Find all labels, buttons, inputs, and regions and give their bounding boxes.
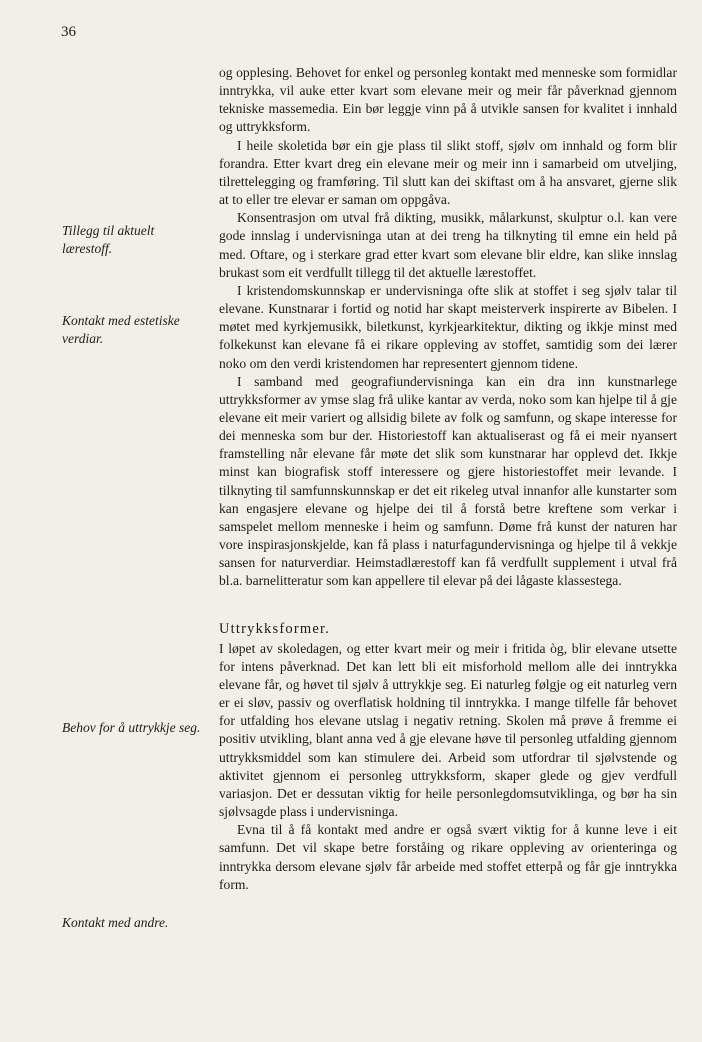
paragraph: I løpet av skoledagen, og etter kvart meir og meir i fritida òg, blir elevane utsette for intens påverknad. Det kan lett bli eit misforhold mellom alle dei inntrykka elevane får, og høvet til sjølv å uttrykkje seg. Ei naturleg følgje og eit naturleg vern er ei sløv, passiv og overflatisk holdning til inntrykka. I mange tilfelle får behovet for utfalding hos elevane utslag i negativ retning. Skolen må prøve å fremme ei positiv utvikling, blant anna ved å gje elevane høve til personleg utfalding gjennom uttrykksmiddel som kan stimulere dei. Arbeid som utfordrar til sjølvstende og aktivitet gjennom ei personleg uttrykksform, skaper glede og gjev verdfull variasjon. Det er dessutan viktig for heile personlegdomsutviklinga, og bør ha sin sjølvsagde plass i undervisninga.	[219, 640, 677, 820]
paragraph: og opplesing. Behovet for enkel og personleg kontakt med menneske som formidlar inntrykka, vil auke etter kvart som elevane meir og meir får påverknad gjennom tekniske massemedia. Ein bør leggje vinn på å utvikle sansen for kvalitet i innhald og uttrykksform.	[219, 65, 677, 135]
paragraph: Konsentrasjon om utval frå dikting, musikk, målarkunst, skulptur o.l. kan vere gode innslag i undervisninga utan at dei treng ha tilknyting til emne ein held på med. Oftare, og i sterkare grad etter kvart som elevane blir eldre, kan slike innslag brukast som eit verdfullt tillegg til det aktuelle lærestoffet.	[219, 210, 677, 280]
paragraph: I samband med geografiundervisninga kan ein dra inn kunstnarlege uttrykksformer av ymse slag frå ulike kantar av verda, noko som kan hjelpe til å gje elevane eit meir variert og allsidig bilete av folk og samfunn, og skape interesse for dei menneska som bur der. Historiestoff kan aktualiserast og få ei meir nyansert framstelling når elevane får møte det slik som kunstnarar har opplevd det. Ikkje minst kan biografisk stoff interessere og gjere historiestoffet meir levande. I tilknyting til samfunnskunnskap er det eit rikeleg utval innanfor alle kunstarter som kan engasjere elevane og hjelpe dei til å forstå betre kreftene som verkar i samspelet mellom menneske i heim og samfunn. Døme frå kunst der naturen har vore inspirasjonskjelde, kan få plass i naturfagundervisninga og hjelpe til å vekkje sansen for naturverdiar. Heimstadlærestoff kan få verdfullt supplement i utval frå bl.a. barnelitteratur som kan appellere til elevar på dei lågaste klassestega.	[219, 373, 677, 589]
main-text	[219, 64, 677, 894]
margin-note-tillegg: Tillegg til aktuelt lærestoff.	[62, 223, 155, 256]
page-number: 36	[61, 24, 76, 40]
paragraph: I heile skoletida bør ein gje plass til slikt stoff, sjølv om innhald og form blir forandra. Etter kvart dreg ein elevane meir og meir inn i samarbeid om utveljing, tilrettelegging og framføring. Til slutt kan dei skiftast om å ha ansvaret, gjerne slik at to eller tre elevar er saman om oppgåva.	[219, 137, 677, 208]
margin-note-kontakt-estetiske: Kontakt med estetiske verdiar.	[62, 313, 180, 346]
paragraph: I kristendomskunnskap er undervisninga ofte slik at stoffet i seg sjølv talar til elevane. Kunstnarar i fortid og notid har skapt meisterverk inspirerte av Bibelen. I møtet med kyrkjemusikk, biletkunst, kyrkjearkitektur, dikting og ikkje minst med folkekunst kan elevane få ei rikare oppleving av stoffet, samtidig som dei lærer noko om den verdi kristendomen har representert gjennom tidene.	[219, 282, 677, 371]
paragraph: Evna til å få kontakt med andre er også svært viktig for å kunne leve i eit samfunn. Det vil skape betre forståing og rikare oppleving av orienteringa og inntrykka dersom elevane sjølv får arbeide med stoffet etterpå og får gje inntrykka form.	[219, 822, 677, 892]
section-heading: Uttrykksformer.	[219, 620, 331, 637]
margin-note-behov: Behov for å uttrykkje seg.	[62, 720, 201, 735]
margin-note-kontakt-andre: Kontakt med andre.	[62, 915, 169, 930]
